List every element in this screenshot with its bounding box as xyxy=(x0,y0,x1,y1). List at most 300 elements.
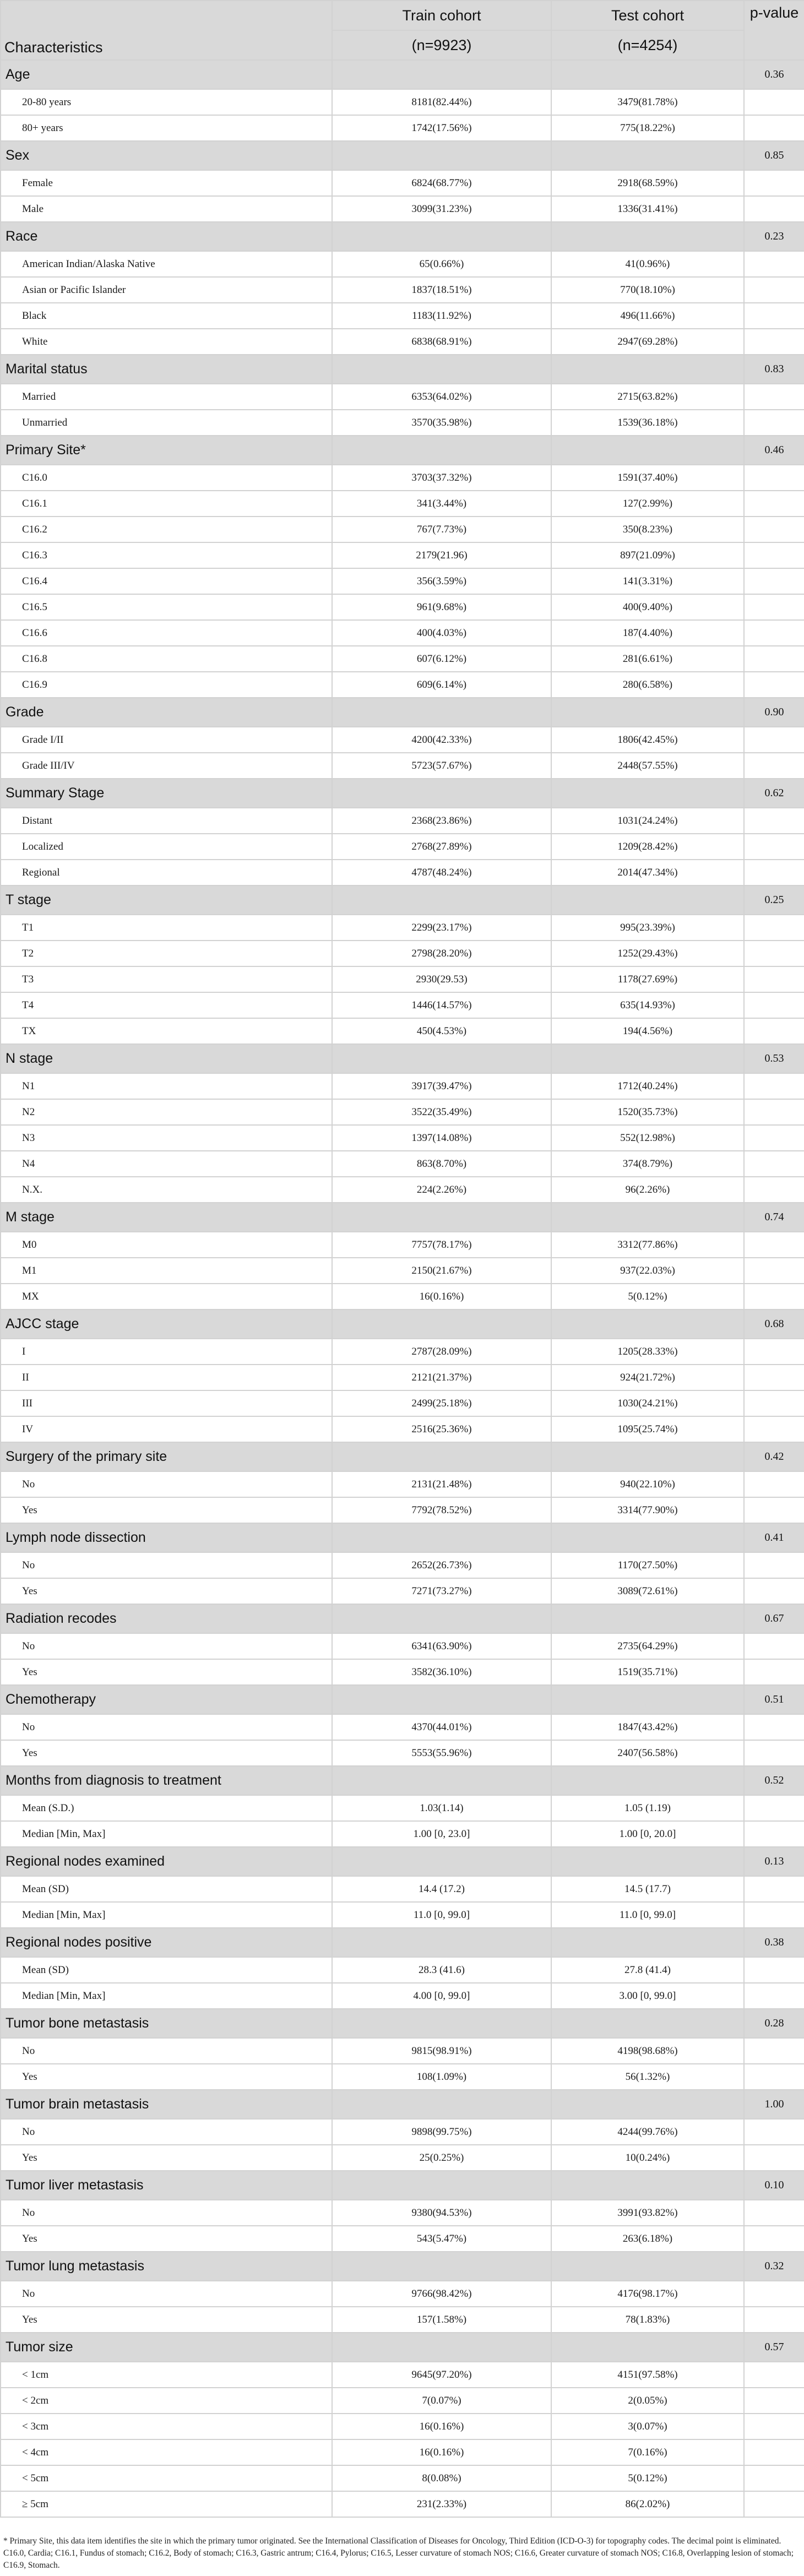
test-value: 775(18.22%) xyxy=(551,115,744,141)
row-p-blank xyxy=(744,1258,804,1284)
row-label: Grade I/II xyxy=(1,727,332,753)
section-blank-train xyxy=(332,2090,551,2119)
row-p-blank xyxy=(744,1365,804,1390)
test-value: 1591(37.40%) xyxy=(551,465,744,491)
row-p-blank xyxy=(744,1125,804,1151)
row-p-blank xyxy=(744,1232,804,1258)
row-label: Median [Min, Max] xyxy=(1,1902,332,1928)
section-blank-train xyxy=(332,1928,551,1957)
test-value: 3991(93.82%) xyxy=(551,2200,744,2226)
train-value: 16(0.16%) xyxy=(332,2439,551,2465)
section-name: Sex xyxy=(1,141,332,170)
row-label: Yes xyxy=(1,1497,332,1523)
section-p-value: 0.62 xyxy=(744,779,804,808)
test-value: 4244(99.76%) xyxy=(551,2119,744,2145)
row-p-blank xyxy=(744,170,804,196)
section-name: Grade xyxy=(1,698,332,727)
table-row xyxy=(1,2145,804,2171)
row-p-blank xyxy=(744,2281,804,2307)
test-value: 1252(29.43%) xyxy=(551,941,744,966)
table-row xyxy=(1,2200,804,2226)
test-value: 14.5 (17.7) xyxy=(551,1876,744,1902)
table-row xyxy=(1,410,804,436)
row-p-blank xyxy=(744,1177,804,1203)
test-value: 995(23.39%) xyxy=(551,915,744,941)
section-blank-test xyxy=(551,1309,744,1339)
train-value: 1.03(1.14) xyxy=(332,1795,551,1821)
train-value: 400(4.03%) xyxy=(332,620,551,646)
section-blank-train xyxy=(332,1847,551,1876)
section-p-value: 0.36 xyxy=(744,60,804,89)
row-p-blank xyxy=(744,646,804,672)
section-blank-train xyxy=(332,141,551,170)
section-blank-train xyxy=(332,698,551,727)
row-label: C16.1 xyxy=(1,491,332,517)
train-value: 767(7.73%) xyxy=(332,517,551,542)
train-value: 14.4 (17.2) xyxy=(332,1876,551,1902)
section-header-row xyxy=(1,2009,804,2038)
section-name: AJCC stage xyxy=(1,1309,332,1339)
table-row xyxy=(1,1795,804,1821)
section-name: Primary Site* xyxy=(1,436,332,465)
table-row xyxy=(1,992,804,1018)
section-blank-train xyxy=(332,2009,551,2038)
row-p-blank xyxy=(744,2414,804,2439)
section-blank-train xyxy=(332,355,551,384)
train-value: 2121(21.37%) xyxy=(332,1365,551,1390)
section-blank-test xyxy=(551,1044,744,1073)
table-row xyxy=(1,1073,804,1099)
section-header-row xyxy=(1,885,804,915)
row-label: N1 xyxy=(1,1073,332,1099)
table-row xyxy=(1,594,804,620)
section-blank-test xyxy=(551,60,744,89)
row-label: No xyxy=(1,2038,332,2064)
test-value: 2407(56.58%) xyxy=(551,1740,744,1766)
row-p-blank xyxy=(744,1416,804,1442)
train-value: 7271(73.27%) xyxy=(332,1578,551,1604)
table-row xyxy=(1,915,804,941)
table-row xyxy=(1,727,804,753)
table-row xyxy=(1,465,804,491)
row-label: MX xyxy=(1,1284,332,1309)
table-row xyxy=(1,1339,804,1365)
train-value: 2768(27.89%) xyxy=(332,834,551,860)
train-value: 3582(36.10%) xyxy=(332,1659,551,1685)
section-header-row xyxy=(1,1523,804,1552)
row-label: Yes xyxy=(1,2145,332,2171)
header-train-cohort: Train cohort xyxy=(332,1,551,30)
test-value: 56(1.32%) xyxy=(551,2064,744,2090)
train-value: 16(0.16%) xyxy=(332,2414,551,2439)
row-p-blank xyxy=(744,1633,804,1659)
row-p-blank xyxy=(744,2465,804,2491)
section-name: Chemotherapy xyxy=(1,1685,332,1714)
test-value: 2947(69.28%) xyxy=(551,329,744,355)
row-p-blank xyxy=(744,727,804,753)
row-label: Yes xyxy=(1,1740,332,1766)
section-blank-test xyxy=(551,2252,744,2281)
train-value: 6838(68.91%) xyxy=(332,329,551,355)
row-p-blank xyxy=(744,1552,804,1578)
section-blank-test xyxy=(551,698,744,727)
header-test-cohort: Test cohort xyxy=(551,1,744,30)
section-blank-train xyxy=(332,779,551,808)
section-blank-test xyxy=(551,1203,744,1232)
section-blank-test xyxy=(551,355,744,384)
test-value: 1.00 [0, 20.0] xyxy=(551,1821,744,1847)
train-value: 16(0.16%) xyxy=(332,1284,551,1309)
table-row xyxy=(1,1740,804,1766)
row-p-blank xyxy=(744,517,804,542)
table-row xyxy=(1,834,804,860)
table-row xyxy=(1,753,804,779)
table-row xyxy=(1,1284,804,1309)
section-name: Age xyxy=(1,60,332,89)
row-p-blank xyxy=(744,89,804,115)
row-p-blank xyxy=(744,303,804,329)
row-p-blank xyxy=(744,834,804,860)
row-label: < 5cm xyxy=(1,2465,332,2491)
section-blank-test xyxy=(551,141,744,170)
row-p-blank xyxy=(744,2038,804,2064)
test-value: 11.0 [0, 99.0] xyxy=(551,1902,744,1928)
section-header-row xyxy=(1,2252,804,2281)
table-row xyxy=(1,491,804,517)
row-label: 20-80 years xyxy=(1,89,332,115)
row-p-blank xyxy=(744,1740,804,1766)
row-p-blank xyxy=(744,1099,804,1125)
train-value: 2131(21.48%) xyxy=(332,1471,551,1497)
table-row xyxy=(1,2439,804,2465)
test-value: 127(2.99%) xyxy=(551,491,744,517)
row-label: C16.9 xyxy=(1,672,332,698)
section-blank-train xyxy=(332,1685,551,1714)
test-value: 1712(40.24%) xyxy=(551,1073,744,1099)
train-value: 2368(23.86%) xyxy=(332,808,551,834)
table-row xyxy=(1,2038,804,2064)
test-value: 4151(97.58%) xyxy=(551,2362,744,2388)
section-header-row xyxy=(1,141,804,170)
section-name: Radiation recodes xyxy=(1,1604,332,1633)
section-header-row xyxy=(1,355,804,384)
test-value: 496(11.66%) xyxy=(551,303,744,329)
train-value: 5723(57.67%) xyxy=(332,753,551,779)
table-row xyxy=(1,2064,804,2090)
train-value: 7792(78.52%) xyxy=(332,1497,551,1523)
table-header-row-1 xyxy=(1,1,804,30)
row-label: IV xyxy=(1,1416,332,1442)
row-label: Median [Min, Max] xyxy=(1,1983,332,2009)
test-value: 400(9.40%) xyxy=(551,594,744,620)
row-label: T3 xyxy=(1,966,332,992)
train-value: 7757(78.17%) xyxy=(332,1232,551,1258)
row-label: Mean (S.D.) xyxy=(1,1795,332,1821)
table-row xyxy=(1,2281,804,2307)
table-row xyxy=(1,251,804,277)
row-label: C16.0 xyxy=(1,465,332,491)
test-value: 1170(27.50%) xyxy=(551,1552,744,1578)
row-label: Median [Min, Max] xyxy=(1,1821,332,1847)
test-value: 1205(28.33%) xyxy=(551,1339,744,1365)
row-label: M0 xyxy=(1,1232,332,1258)
row-p-blank xyxy=(744,672,804,698)
train-value: 8(0.08%) xyxy=(332,2465,551,2491)
section-name: Tumor lung metastasis xyxy=(1,2252,332,2281)
train-value: 2299(23.17%) xyxy=(332,915,551,941)
test-value: 1095(25.74%) xyxy=(551,1416,744,1442)
section-blank-train xyxy=(332,1766,551,1795)
row-label: C16.4 xyxy=(1,568,332,594)
table-row xyxy=(1,1258,804,1284)
train-value: 3522(35.49%) xyxy=(332,1099,551,1125)
train-value: 4.00 [0, 99.0] xyxy=(332,1983,551,2009)
test-value: 635(14.93%) xyxy=(551,992,744,1018)
test-value: 3(0.07%) xyxy=(551,2414,744,2439)
section-p-value: 0.13 xyxy=(744,1847,804,1876)
test-value: 78(1.83%) xyxy=(551,2307,744,2333)
table-row xyxy=(1,1232,804,1258)
test-value: 4176(98.17%) xyxy=(551,2281,744,2307)
section-blank-train xyxy=(332,2333,551,2362)
test-value: 7(0.16%) xyxy=(551,2439,744,2465)
test-value: 937(22.03%) xyxy=(551,1258,744,1284)
section-blank-train xyxy=(332,1309,551,1339)
train-value: 3703(37.32%) xyxy=(332,465,551,491)
section-blank-test xyxy=(551,2009,744,2038)
row-p-blank xyxy=(744,1821,804,1847)
row-p-blank xyxy=(744,2307,804,2333)
table-row xyxy=(1,1151,804,1177)
table-row xyxy=(1,115,804,141)
section-header-row xyxy=(1,1044,804,1073)
row-label: C16.5 xyxy=(1,594,332,620)
row-p-blank xyxy=(744,1876,804,1902)
section-header-row xyxy=(1,2171,804,2200)
section-header-row xyxy=(1,698,804,727)
table-row xyxy=(1,2465,804,2491)
table-row xyxy=(1,1552,804,1578)
table-row xyxy=(1,384,804,410)
table-row xyxy=(1,2362,804,2388)
row-p-blank xyxy=(744,1339,804,1365)
section-header-row xyxy=(1,1442,804,1471)
table-row xyxy=(1,941,804,966)
section-blank-test xyxy=(551,1847,744,1876)
header-train-n: (n=9923) xyxy=(332,30,551,60)
test-value: 141(3.31%) xyxy=(551,568,744,594)
row-label: Black xyxy=(1,303,332,329)
train-value: 3099(31.23%) xyxy=(332,196,551,222)
test-value: 1.05 (1.19) xyxy=(551,1795,744,1821)
train-value: 231(2.33%) xyxy=(332,2491,551,2517)
row-label: Mean (SD) xyxy=(1,1957,332,1983)
section-name: Regional nodes positive xyxy=(1,1928,332,1957)
table-row xyxy=(1,2491,804,2517)
row-label: < 4cm xyxy=(1,2439,332,2465)
row-label: ≥ 5cm xyxy=(1,2491,332,2517)
section-p-value: 0.51 xyxy=(744,1685,804,1714)
row-label: 80+ years xyxy=(1,115,332,141)
test-value: 3.00 [0, 99.0] xyxy=(551,1983,744,2009)
train-value: 2179(21.96) xyxy=(332,542,551,568)
section-header-row xyxy=(1,2333,804,2362)
table-footnote: * Primary Site, this data item identifies the site in which the primary tumor originated. See the International Classification of Diseases for Oncology, Third Edition (ICD-O-3) for topography codes. The decimal point is eliminated. C16.0, Cardia; C16.1, Fundus of stomach; C16.2, Body of stomach; C16.3, Gastric antrum; C16.4, Pylorus; C16.5, Lesser curvature of stomach NOS; C16.6, Greater curvature of stomach NOS; C16.8, Overlapping lesion of stomach; C16.9, Stomach. xyxy=(3,2536,794,2570)
row-label: Yes xyxy=(1,2307,332,2333)
row-label: TX xyxy=(1,1018,332,1044)
table-row xyxy=(1,542,804,568)
test-value: 940(22.10%) xyxy=(551,1471,744,1497)
row-label: I xyxy=(1,1339,332,1365)
test-value: 770(18.10%) xyxy=(551,277,744,303)
test-value: 27.8 (41.4) xyxy=(551,1957,744,1983)
row-p-blank xyxy=(744,1795,804,1821)
row-p-blank xyxy=(744,2226,804,2252)
table-row xyxy=(1,1957,804,1983)
row-p-blank xyxy=(744,1471,804,1497)
section-p-value: 0.42 xyxy=(744,1442,804,1471)
table-row xyxy=(1,2226,804,2252)
row-label: Unmarried xyxy=(1,410,332,436)
section-name: Tumor liver metastasis xyxy=(1,2171,332,2200)
row-p-blank xyxy=(744,1714,804,1740)
test-value: 3479(81.78%) xyxy=(551,89,744,115)
test-value: 10(0.24%) xyxy=(551,2145,744,2171)
section-p-value: 0.38 xyxy=(744,1928,804,1957)
section-blank-train xyxy=(332,1442,551,1471)
table-row xyxy=(1,1099,804,1125)
table-row xyxy=(1,1390,804,1416)
table-row xyxy=(1,1821,804,1847)
train-value: 1446(14.57%) xyxy=(332,992,551,1018)
table-row xyxy=(1,303,804,329)
section-blank-train xyxy=(332,885,551,915)
train-value: 4370(44.01%) xyxy=(332,1714,551,1740)
train-value: 1183(11.92%) xyxy=(332,303,551,329)
row-label: Male xyxy=(1,196,332,222)
section-blank-test xyxy=(551,1685,744,1714)
row-p-blank xyxy=(744,1390,804,1416)
train-value: 6824(68.77%) xyxy=(332,170,551,196)
section-name: Regional nodes examined xyxy=(1,1847,332,1876)
table-row xyxy=(1,170,804,196)
train-value: 607(6.12%) xyxy=(332,646,551,672)
row-p-blank xyxy=(744,2119,804,2145)
row-p-blank xyxy=(744,115,804,141)
test-value: 924(21.72%) xyxy=(551,1365,744,1390)
section-p-value: 0.52 xyxy=(744,1766,804,1795)
train-value: 2787(28.09%) xyxy=(332,1339,551,1365)
table-row xyxy=(1,1365,804,1390)
test-value: 1520(35.73%) xyxy=(551,1099,744,1125)
table-row xyxy=(1,2414,804,2439)
section-p-value: 0.83 xyxy=(744,355,804,384)
train-value: 157(1.58%) xyxy=(332,2307,551,2333)
row-p-blank xyxy=(744,491,804,517)
section-header-row xyxy=(1,222,804,251)
row-label: Regional xyxy=(1,860,332,885)
header-characteristics: Characteristics xyxy=(1,1,332,60)
row-label: Married xyxy=(1,384,332,410)
row-label: No xyxy=(1,2119,332,2145)
section-header-row xyxy=(1,1766,804,1795)
section-blank-train xyxy=(332,436,551,465)
table-row xyxy=(1,196,804,222)
row-p-blank xyxy=(744,1151,804,1177)
row-label: II xyxy=(1,1365,332,1390)
row-p-blank xyxy=(744,2064,804,2090)
train-value: 341(3.44%) xyxy=(332,491,551,517)
row-label: Mean (SD) xyxy=(1,1876,332,1902)
test-value: 86(2.02%) xyxy=(551,2491,744,2517)
section-blank-train xyxy=(332,1203,551,1232)
table-row xyxy=(1,277,804,303)
section-p-value: 0.28 xyxy=(744,2009,804,2038)
row-label: Yes xyxy=(1,1578,332,1604)
section-name: Marital status xyxy=(1,355,332,384)
table-body xyxy=(1,1,804,2517)
test-value: 1806(42.45%) xyxy=(551,727,744,753)
table-row xyxy=(1,1714,804,1740)
train-value: 2930(29.53) xyxy=(332,966,551,992)
row-label: C16.3 xyxy=(1,542,332,568)
section-name: Tumor size xyxy=(1,2333,332,2362)
section-name: T stage xyxy=(1,885,332,915)
row-label: Asian or Pacific Islander xyxy=(1,277,332,303)
section-header-row xyxy=(1,1309,804,1339)
section-blank-train xyxy=(332,222,551,251)
row-p-blank xyxy=(744,196,804,222)
train-value: 4787(48.24%) xyxy=(332,860,551,885)
row-label: C16.2 xyxy=(1,517,332,542)
table-row xyxy=(1,1018,804,1044)
train-value: 2150(21.67%) xyxy=(332,1258,551,1284)
row-p-blank xyxy=(744,915,804,941)
table-row xyxy=(1,1125,804,1151)
train-value: 9645(97.20%) xyxy=(332,2362,551,2388)
test-value: 2014(47.34%) xyxy=(551,860,744,885)
section-header-row xyxy=(1,1203,804,1232)
train-value: 543(5.47%) xyxy=(332,2226,551,2252)
section-blank-test xyxy=(551,1604,744,1633)
row-label: No xyxy=(1,2281,332,2307)
row-p-blank xyxy=(744,2439,804,2465)
row-p-blank xyxy=(744,966,804,992)
table-row xyxy=(1,1983,804,2009)
test-value: 3314(77.90%) xyxy=(551,1497,744,1523)
train-value: 2499(25.18%) xyxy=(332,1390,551,1416)
row-p-blank xyxy=(744,1284,804,1309)
test-value: 187(4.40%) xyxy=(551,620,744,646)
train-value: 9380(94.53%) xyxy=(332,2200,551,2226)
row-label: No xyxy=(1,2200,332,2226)
test-value: 2715(63.82%) xyxy=(551,384,744,410)
row-p-blank xyxy=(744,329,804,355)
section-p-value: 0.57 xyxy=(744,2333,804,2362)
test-value: 350(8.23%) xyxy=(551,517,744,542)
row-label: No xyxy=(1,1471,332,1497)
row-label: T4 xyxy=(1,992,332,1018)
section-header-row xyxy=(1,436,804,465)
section-blank-train xyxy=(332,2252,551,2281)
section-p-value: 0.25 xyxy=(744,885,804,915)
section-p-value: 0.10 xyxy=(744,2171,804,2200)
row-p-blank xyxy=(744,384,804,410)
test-value: 1539(36.18%) xyxy=(551,410,744,436)
table-row xyxy=(1,1471,804,1497)
table-row xyxy=(1,1659,804,1685)
header-p-value: p-value xyxy=(744,1,804,60)
